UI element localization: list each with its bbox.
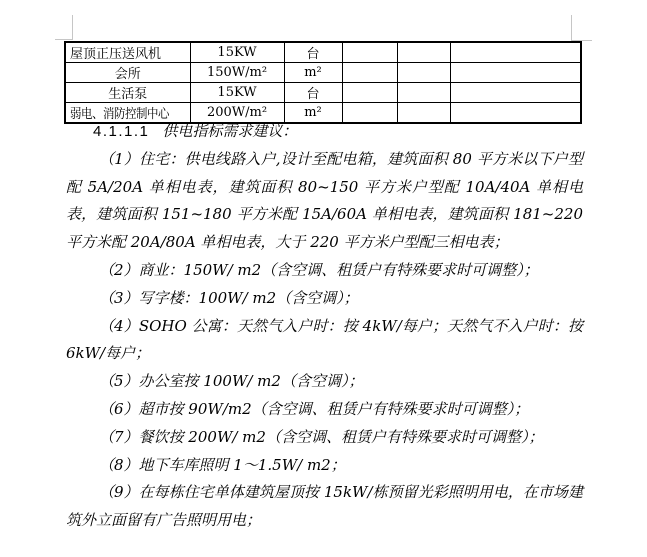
text-boundary-mark-left-horizontal bbox=[55, 39, 73, 40]
text-boundary-mark-right-vertical bbox=[571, 15, 572, 40]
table-cell-empty bbox=[342, 63, 397, 83]
cell-text: 生活泵 bbox=[108, 87, 148, 102]
table-cell-value bbox=[190, 63, 284, 83]
cell-text: 会所 bbox=[114, 67, 141, 82]
paragraph-item-8: （8）地下车库照明 1～1.5W/ m2； bbox=[99, 455, 346, 474]
table-cell-empty bbox=[450, 42, 581, 63]
table-row bbox=[65, 42, 581, 63]
cell-text: 15KW bbox=[217, 45, 257, 60]
paragraph-item-4: （4）SOHO 公寓：天然气入户时：按 4kW/每户；天然气不入户时：按 6kW/每户； bbox=[66, 316, 583, 363]
section-heading bbox=[66, 118, 583, 146]
table-cell-label bbox=[65, 83, 190, 103]
cell-text: 150W/m² bbox=[206, 65, 268, 80]
paragraph-item-5: （5）办公室按 100W/ m2（含空调）； bbox=[99, 372, 364, 391]
table-cell-empty bbox=[397, 42, 450, 63]
paragraph-item-3: （3）写字楼：100W/ m2（含空调）； bbox=[99, 288, 359, 307]
table-cell-label bbox=[65, 42, 190, 63]
paragraph-item-9: （9）在每栋住宅单体建筑屋顶按 15kW/栋预留光彩照明用电，在市场建筑外立面留有广告照明用电； bbox=[66, 483, 583, 530]
cell-text: 200W/m² bbox=[206, 105, 268, 120]
cell-text: 屋顶正压送风机 bbox=[70, 47, 162, 62]
section-title: 供电指标需求建议： bbox=[162, 122, 298, 140]
paragraph-item-6: （6）超市按 90W/m2（含空调、租赁户有特殊要求时可调整）； bbox=[99, 399, 530, 418]
table-cell-value bbox=[190, 42, 284, 63]
cell-text: m² bbox=[304, 65, 322, 80]
table-cell-label bbox=[65, 63, 190, 83]
table-cell-empty bbox=[397, 83, 450, 103]
section-number: 4.1.1.1 bbox=[93, 123, 150, 140]
table-cell-unit bbox=[284, 83, 342, 103]
cell-text: m² bbox=[304, 105, 322, 120]
cell-text: 台 bbox=[306, 47, 320, 62]
table-row bbox=[65, 83, 581, 103]
table-cell-unit bbox=[284, 63, 342, 83]
electrical-load-table bbox=[64, 41, 582, 124]
table-cell-empty bbox=[450, 83, 581, 103]
table-cell-empty bbox=[342, 83, 397, 103]
table-cell-empty bbox=[342, 42, 397, 63]
cell-text: 弱电、消防控制中心 bbox=[70, 107, 170, 122]
paragraph-item-2: （2）商业：150W/ m2（含空调、租赁户有特殊要求时可调整）； bbox=[99, 260, 539, 279]
document-body bbox=[66, 118, 583, 535]
cell-text: 台 bbox=[306, 87, 320, 102]
table-cell-unit bbox=[284, 42, 342, 63]
text-boundary-mark-left-vertical bbox=[72, 15, 73, 39]
paragraph-item-1: （1）住宅：供电线路入户,设计至配电箱，建筑面积 80 平方米以下户型配 5A/20A 单相电表，建筑面积 80~150 平方米户型配 10A/40A 单相电表，建筑面积 151~180 平方米配 15A/60A 单相电表，建筑面积 181~220 平方米配 20A/80A 单相电表，大于 220 平方米户型配三相电表； bbox=[66, 149, 583, 252]
table-cell-empty bbox=[450, 63, 581, 83]
table-cell-empty bbox=[397, 63, 450, 83]
table-cell-value bbox=[190, 83, 284, 103]
paragraph-item-7: （7）餐饮按 200W/ m2（含空调、租赁户有特殊要求时可调整）； bbox=[99, 427, 544, 446]
cell-text: 15KW bbox=[217, 85, 257, 100]
table-row bbox=[65, 63, 581, 83]
